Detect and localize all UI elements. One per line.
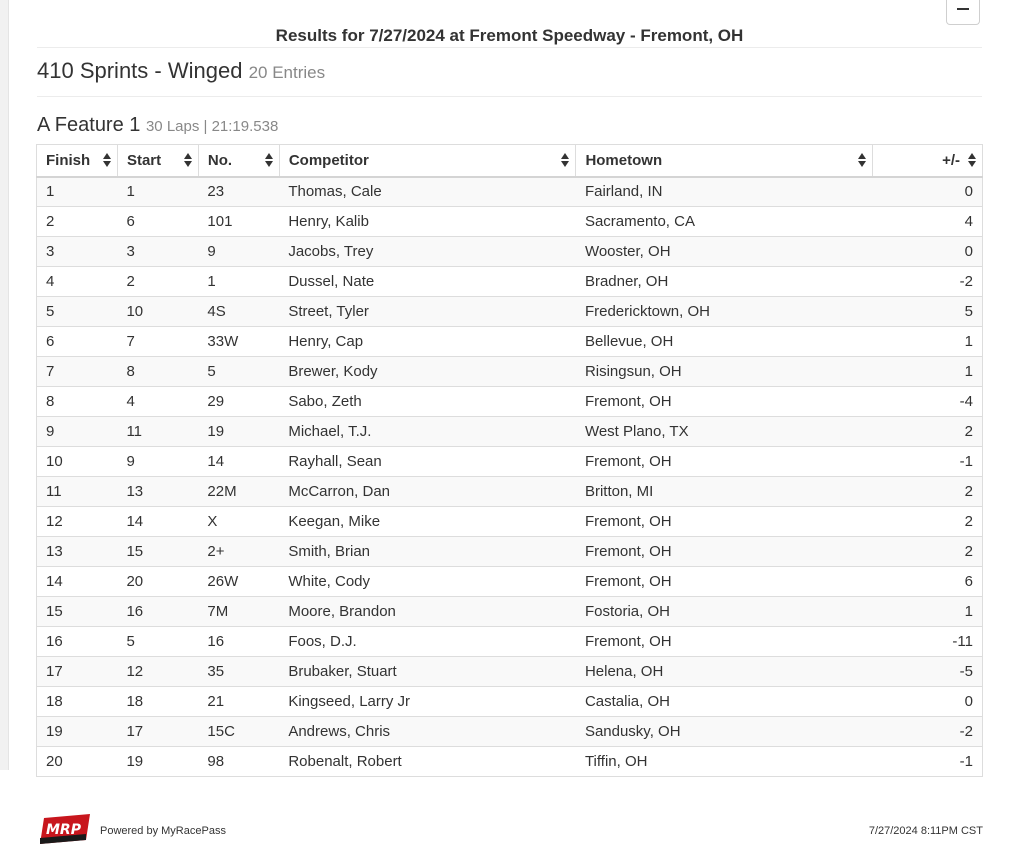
competitor-cell: Andrews, Chris	[279, 717, 576, 747]
hometown-cell: Britton, MI	[576, 477, 873, 507]
finish-cell: 3	[37, 237, 118, 267]
table-row	[37, 447, 983, 477]
competitor-cell: Rayhall, Sean	[279, 447, 576, 477]
table-row	[37, 417, 983, 447]
hometown-cell: Sacramento, CA	[576, 207, 873, 237]
table-row	[37, 657, 983, 687]
table-row	[37, 537, 983, 567]
car-number-cell: 23	[198, 177, 279, 207]
column-header-hometown[interactable]	[576, 145, 873, 177]
position-change-cell: 0	[873, 687, 983, 717]
start-cell: 19	[117, 747, 198, 777]
start-cell: 3	[117, 237, 198, 267]
competitor-cell: Keegan, Mike	[279, 507, 576, 537]
competitor-cell: Street, Tyler	[279, 297, 576, 327]
car-number-cell: 101	[198, 207, 279, 237]
column-label: +/-	[942, 151, 960, 169]
start-cell: 10	[117, 297, 198, 327]
table-row	[37, 627, 983, 657]
position-change-cell: -4	[873, 387, 983, 417]
start-cell: 16	[117, 597, 198, 627]
hometown-cell: Fremont, OH	[576, 567, 873, 597]
car-number-cell: X	[198, 507, 279, 537]
finish-cell: 7	[37, 357, 118, 387]
position-change-cell: -1	[873, 447, 983, 477]
finish-cell: 5	[37, 297, 118, 327]
sort-icon	[968, 153, 976, 167]
competitor-cell: McCarron, Dan	[279, 477, 576, 507]
competitor-cell: Sabo, Zeth	[279, 387, 576, 417]
start-cell: 14	[117, 507, 198, 537]
car-number-cell: 16	[198, 627, 279, 657]
class-name: 410 Sprints - Winged	[37, 58, 243, 83]
results-title: Results for 7/27/2024 at Fremont Speedway - Fremont, OH	[275, 26, 744, 45]
table-row	[37, 387, 983, 417]
finish-cell: 16	[37, 627, 118, 657]
position-change-cell: 2	[873, 417, 983, 447]
competitor-cell: Smith, Brian	[279, 537, 576, 567]
start-cell: 5	[117, 627, 198, 657]
hometown-cell: Fostoria, OH	[576, 597, 873, 627]
finish-cell: 8	[37, 387, 118, 417]
competitor-cell: Robenalt, Robert	[279, 747, 576, 777]
finish-cell: 17	[37, 657, 118, 687]
hometown-cell: Castalia, OH	[576, 687, 873, 717]
table-row	[37, 177, 983, 207]
hometown-cell: Fremont, OH	[576, 507, 873, 537]
start-cell: 20	[117, 567, 198, 597]
car-number-cell: 19	[198, 417, 279, 447]
position-change-cell: 2	[873, 507, 983, 537]
feature-title	[37, 114, 278, 137]
logo-text: MRP	[46, 822, 81, 838]
competitor-cell: Henry, Kalib	[279, 207, 576, 237]
table-row	[37, 507, 983, 537]
hometown-cell: Tiffin, OH	[576, 747, 873, 777]
column-header-number[interactable]	[198, 145, 279, 177]
finish-cell: 19	[37, 717, 118, 747]
column-label: Hometown	[585, 151, 663, 169]
position-change-cell: 2	[873, 537, 983, 567]
hometown-cell: Fredericktown, OH	[576, 297, 873, 327]
competitor-cell: Brubaker, Stuart	[279, 657, 576, 687]
finish-cell: 15	[37, 597, 118, 627]
results-table	[36, 144, 983, 777]
car-number-cell: 1	[198, 267, 279, 297]
position-change-cell: 4	[873, 207, 983, 237]
start-cell: 13	[117, 477, 198, 507]
competitor-cell: Foos, D.J.	[279, 627, 576, 657]
column-header-start[interactable]	[117, 145, 198, 177]
divider	[37, 96, 982, 97]
finish-cell: 18	[37, 687, 118, 717]
hometown-cell: Fremont, OH	[576, 627, 873, 657]
column-header-finish[interactable]	[37, 145, 118, 177]
collapse-button[interactable]	[946, 0, 980, 25]
finish-cell: 10	[37, 447, 118, 477]
start-cell: 2	[117, 267, 198, 297]
start-cell: 12	[117, 657, 198, 687]
car-number-cell: 5	[198, 357, 279, 387]
competitor-cell: Michael, T.J.	[279, 417, 576, 447]
hometown-cell: Fremont, OH	[576, 537, 873, 567]
divider	[37, 47, 982, 48]
class-title	[37, 58, 325, 84]
myracepass-logo[interactable]	[40, 814, 92, 844]
table-row	[37, 297, 983, 327]
hometown-cell: Helena, OH	[576, 657, 873, 687]
finish-cell: 6	[37, 327, 118, 357]
column-label: Competitor	[288, 151, 369, 169]
column-label: Finish	[46, 151, 91, 169]
table-row	[37, 567, 983, 597]
feature-details: 30 Laps | 21:19.538	[145, 118, 279, 135]
finish-cell: 12	[37, 507, 118, 537]
competitor-cell: Dussel, Nate	[279, 267, 576, 297]
start-cell: 11	[117, 417, 198, 447]
finish-cell: 9	[37, 417, 118, 447]
position-change-cell: 1	[873, 357, 983, 387]
column-header-competitor[interactable]	[279, 145, 576, 177]
results-table-body	[37, 177, 983, 777]
powered-by-text[interactable]: Powered by MyRacePass	[100, 825, 226, 837]
table-row	[37, 597, 983, 627]
competitor-cell: Jacobs, Trey	[279, 237, 576, 267]
competitor-cell: Brewer, Kody	[279, 357, 576, 387]
car-number-cell: 26W	[198, 567, 279, 597]
car-number-cell: 35	[198, 657, 279, 687]
hometown-cell: Risingsun, OH	[576, 357, 873, 387]
position-change-cell: 1	[873, 327, 983, 357]
table-row	[37, 207, 983, 237]
competitor-cell: Kingseed, Larry Jr	[279, 687, 576, 717]
table-row	[37, 267, 983, 297]
car-number-cell: 7M	[198, 597, 279, 627]
car-number-cell: 9	[198, 237, 279, 267]
table-header-row	[37, 145, 983, 177]
competitor-cell: Thomas, Cale	[279, 177, 576, 207]
position-change-cell: -11	[873, 627, 983, 657]
sort-icon	[858, 153, 866, 167]
position-change-cell: 5	[873, 297, 983, 327]
hometown-cell: Bellevue, OH	[576, 327, 873, 357]
start-cell: 4	[117, 387, 198, 417]
start-cell: 15	[117, 537, 198, 567]
car-number-cell: 15C	[198, 717, 279, 747]
finish-cell: 14	[37, 567, 118, 597]
sort-icon	[265, 153, 273, 167]
table-row	[37, 357, 983, 387]
hometown-cell: Sandusky, OH	[576, 717, 873, 747]
finish-cell: 1	[37, 177, 118, 207]
competitor-cell: Henry, Cap	[279, 327, 576, 357]
hometown-cell: Fairland, IN	[576, 177, 873, 207]
entries-count: 20 Entries	[248, 63, 326, 82]
left-rail	[0, 0, 9, 770]
car-number-cell: 22M	[198, 477, 279, 507]
hometown-cell: Fremont, OH	[576, 447, 873, 477]
car-number-cell: 4S	[198, 297, 279, 327]
competitor-cell: Moore, Brandon	[279, 597, 576, 627]
position-change-cell: -2	[873, 717, 983, 747]
column-label: No.	[207, 151, 233, 169]
table-row	[37, 237, 983, 267]
car-number-cell: 2+	[198, 537, 279, 567]
car-number-cell: 98	[198, 747, 279, 777]
start-cell: 6	[117, 207, 198, 237]
hometown-cell: West Plano, TX	[576, 417, 873, 447]
position-change-cell: 0	[873, 177, 983, 207]
competitor-cell: White, Cody	[279, 567, 576, 597]
start-cell: 9	[117, 447, 198, 477]
start-cell: 18	[117, 687, 198, 717]
position-change-cell: -1	[873, 747, 983, 777]
position-change-cell: -2	[873, 267, 983, 297]
car-number-cell: 29	[198, 387, 279, 417]
start-cell: 1	[117, 177, 198, 207]
sort-icon	[184, 153, 192, 167]
finish-cell: 2	[37, 207, 118, 237]
table-row	[37, 747, 983, 777]
finish-cell: 13	[37, 537, 118, 567]
column-label: Start	[126, 151, 162, 169]
finish-cell: 4	[37, 267, 118, 297]
position-change-cell: -5	[873, 657, 983, 687]
start-cell: 8	[117, 357, 198, 387]
minus-icon	[957, 8, 969, 10]
hometown-cell: Fremont, OH	[576, 387, 873, 417]
car-number-cell: 33W	[198, 327, 279, 357]
position-change-cell: 2	[873, 477, 983, 507]
car-number-cell: 14	[198, 447, 279, 477]
hometown-cell: Wooster, OH	[576, 237, 873, 267]
table-row	[37, 717, 983, 747]
generated-timestamp: 7/27/2024 8:11PM CST	[868, 825, 983, 837]
table-row	[37, 687, 983, 717]
sort-icon	[561, 153, 569, 167]
start-cell: 7	[117, 327, 198, 357]
start-cell: 17	[117, 717, 198, 747]
column-header-position-change[interactable]	[873, 145, 983, 177]
position-change-cell: 6	[873, 567, 983, 597]
feature-name: A Feature 1	[37, 114, 141, 136]
finish-cell: 11	[37, 477, 118, 507]
table-row	[37, 327, 983, 357]
position-change-cell: 0	[873, 237, 983, 267]
position-change-cell: 1	[873, 597, 983, 627]
hometown-cell: Bradner, OH	[576, 267, 873, 297]
table-row	[37, 477, 983, 507]
finish-cell: 20	[37, 747, 118, 777]
car-number-cell: 21	[198, 687, 279, 717]
sort-icon	[103, 153, 111, 167]
